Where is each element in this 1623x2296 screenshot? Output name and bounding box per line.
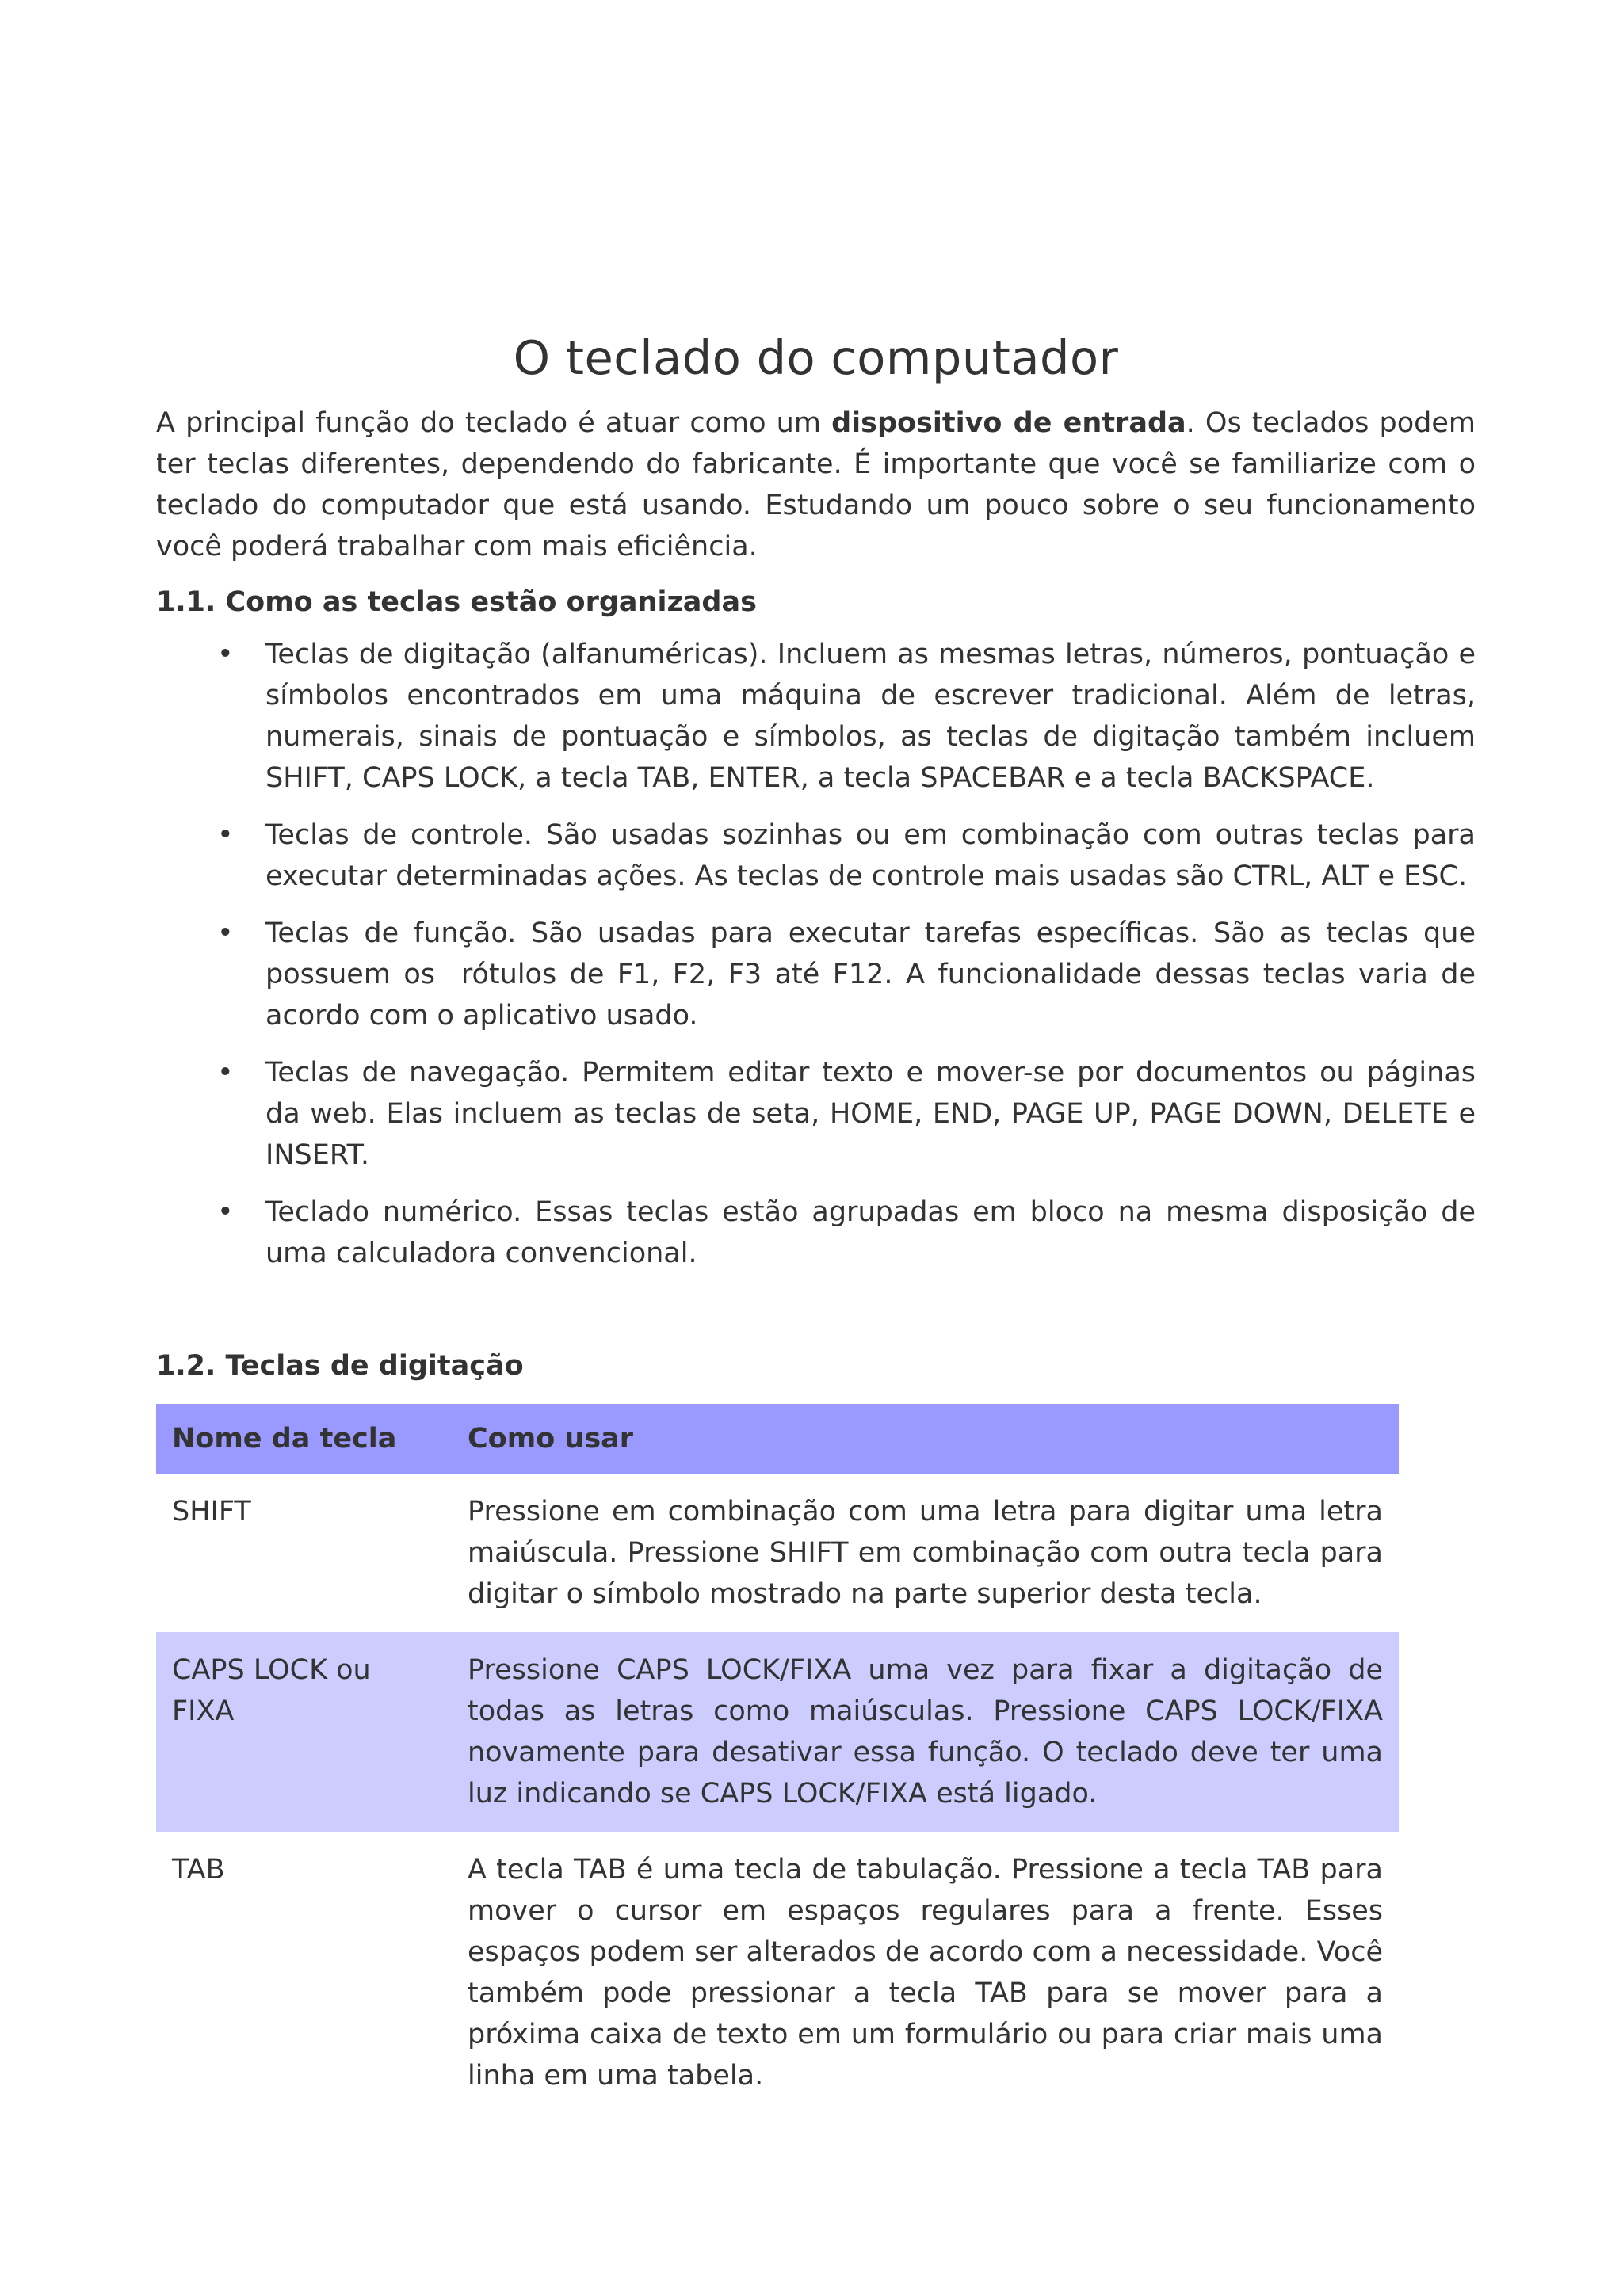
intro-text-after: . Os teclados podem ter teclas diferentes, dependendo do fabricante. É importante que você se familiarize com o teclado do computador que está usando. Estudando um pouco sobre o seu funcionamento você poderá trabalhar com mais eficiência. [156, 407, 1476, 563]
column-header-how-to-use: Como usar [452, 1404, 1399, 1474]
typing-keys-table [156, 1404, 1399, 2114]
list-item-text: Teclas de função. São usadas para executar tarefas específicas. São as teclas que possuem os rótulos de F1, F2, F3 até F12. A funcionalidade dessas teclas varia de acordo com o aplicativo usado. [265, 917, 1485, 1032]
intro-bold-term: dispositivo de entrada [831, 407, 1186, 439]
key-groups-list [156, 634, 1485, 1274]
column-header-key-name: Nome da tecla [156, 1404, 452, 1474]
list-item-text: Teclado numérico. Essas teclas estão agrupadas em bloco na mesma disposição de uma calculadora convencional. [265, 1196, 1476, 1269]
table-row [156, 1632, 1399, 1832]
list-item [156, 1052, 1476, 1176]
list-item [156, 913, 1485, 1036]
bullet-icon: • [217, 1196, 234, 1228]
document-page [156, 323, 1485, 2114]
list-item-text: Teclas de controle. São usadas sozinhas ou em combinação com outras teclas para executar determinadas ações. As teclas de controle mais usadas são CTRL, ALT e ESC. [265, 819, 1476, 892]
key-usage-cell: Pressione CAPS LOCK/FIXA uma vez para fixar a digitação de todas as letras como maiúsculas. Pressione CAPS LOCK/FIXA novamente para desativar essa função. O teclado deve ter uma luz indicando se CAPS LOCK/FIXA está ligado. [452, 1632, 1399, 1832]
bullet-icon: • [217, 917, 234, 949]
key-usage-cell: Pressione em combinação com uma letra para digitar uma letra maiúscula. Pressione SHIFT em combinação com outra tecla para digitar o símbolo mostrado na parte superior desta tecla. [468, 1496, 1383, 1610]
bullet-icon: • [217, 819, 234, 851]
intro-paragraph [156, 402, 1476, 567]
table-header-row [156, 1404, 1399, 1474]
table-row [156, 1474, 1399, 1632]
key-name-cell: TAB [172, 1854, 225, 1886]
list-item-text: Teclas de navegação. Permitem editar texto e mover-se por documentos ou páginas da web. Elas incluem as teclas de seta, HOME, END, PAGE UP, PAGE DOWN, DELETE e INSERT. [265, 1057, 1476, 1171]
section-heading-typing-keys: 1.2. Teclas de digitação [156, 1350, 524, 1382]
bullet-icon: • [217, 1057, 234, 1089]
section-heading-organization: 1.1. Como as teclas estão organizadas [156, 586, 757, 618]
key-usage-cell: A tecla TAB é uma tecla de tabulação. Pressione a tecla TAB para mover o cursor em espaços regulares para a frente. Esses espaços podem ser alterados de acordo com a necessidade. Você também pode pressionar a tecla TAB para se mover para a próxima caixa de texto em um formulário ou para criar mais uma linha em uma tabela. [468, 1854, 1383, 2092]
page-title: O teclado do computador [513, 330, 1119, 385]
list-item [156, 1192, 1476, 1274]
key-name-cell: CAPS LOCK ou FIXA [156, 1632, 452, 1832]
key-name-cell: SHIFT [172, 1496, 251, 1527]
list-item [156, 814, 1476, 897]
intro-text-before: A principal função do teclado é atuar como um [156, 407, 832, 439]
table-row [156, 1832, 1399, 2114]
bullet-icon: • [217, 639, 234, 670]
list-item [156, 634, 1476, 799]
list-item-text: Teclas de digitação (alfanuméricas). Incluem as mesmas letras, números, pontuação e símbolos encontrados em uma máquina de escrever tradicional. Além de letras, numerais, sinais de pontuação e símbolos, as teclas de digitação também incluem SHIFT, CAPS LOCK, a tecla TAB, ENTER, a tecla SPACEBAR e a tecla BACKSPACE. [265, 639, 1476, 794]
